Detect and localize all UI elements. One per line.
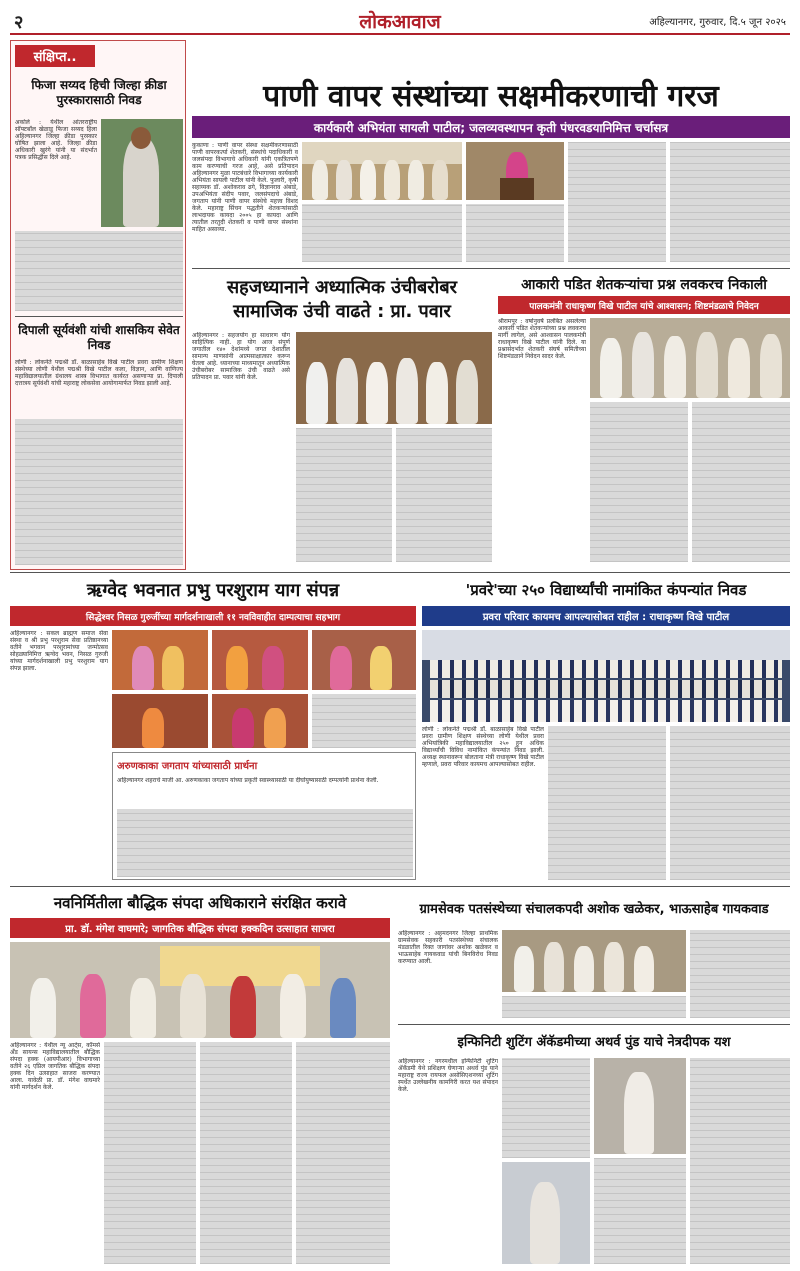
main-body-col5 xyxy=(670,142,790,262)
story3-photo xyxy=(590,318,790,398)
story4-photo-5 xyxy=(212,694,308,748)
story6-photo xyxy=(10,942,390,1038)
story8-body: अहिल्यानगर : नगरमधील इन्फिनिटी शुटिंग ॲकॅडमी येथे प्रशिक्षण घेणाऱ्या अथर्व पुंड याने महाराष्ट्र राज्य रायफल असोसिएशनच्या शुटिंग स्पर्धेत उल्लेखनीय कामगिरी करत यश संपादन केले. xyxy=(398,1058,498,1093)
story4-subhead: सिद्धेश्वर निसळ गुरुजींच्या मार्गदर्शनाखाली ११ नवविवाहीत दाम्पत्याचा सहभाग xyxy=(10,606,416,626)
brief-item2-title: दिपाली सूर्यवंशी यांची शासकिय सेवेत निवड xyxy=(18,323,180,352)
main-body-col3 xyxy=(466,204,564,262)
story3-body-cont1 xyxy=(590,402,688,562)
date-line: अहिल्यानगर, गुरुवार, दि.५ जून २०२५ xyxy=(649,17,786,28)
main-photo xyxy=(302,142,462,200)
brief-item1-body: अकोले : येथील आंतरराष्ट्रीय सॉफ्टबॉल खेळाडू फिजा सय्यद हिला अहिल्यानगर जिल्हा क्रीडा पुरस्कार घोषित झाला आहे. जिल्हा क्रीडा अधिकारी खुरंगे यांनी या संदर्भात पत्रक प्रसिद्धीस दिले आहे. xyxy=(15,119,97,161)
story5-body-cont1 xyxy=(548,726,666,880)
story5-body-cont2 xyxy=(670,726,790,880)
story6-headline: नवनिर्मितीला बौद्धिक संपदा अधिकाराने संरक्षित करावे xyxy=(53,894,347,912)
story8-headline: इन्फिनिटी शुटिंग ॲकॅडमीच्या अथर्व पुंड याचे नेत्रदीपक यश xyxy=(457,1035,731,1050)
story5-subhead: प्रवरा परिवार कायमच आपल्यासोबत राहील : राधाकृष्ण विखे पाटील xyxy=(422,606,790,626)
story8-photo-1 xyxy=(502,1162,590,1264)
main-subhead: कार्यकारी अभियंता सायली पाटील; जलव्यवस्थापन कृती पंधरवडयानिमित्त चर्चासत्र xyxy=(192,116,790,138)
story8-body-cont1 xyxy=(502,1058,590,1158)
masthead-rule xyxy=(10,33,790,35)
story3-headline: आकारी पडित शेतकऱ्यांचा प्रश्न लवकरच निकाली xyxy=(521,276,767,293)
story4-body-cont xyxy=(312,694,416,748)
story2-body-cont2 xyxy=(396,428,492,562)
story4-boxout xyxy=(112,752,416,880)
brief-item2-continued xyxy=(15,419,183,565)
main-photo-speaker xyxy=(466,142,564,200)
main-body-col1: कुकाणा : पाणी वापर संस्था सक्षमीकरणासाठी पाणी वापरकर्त्या शेतकरी, संस्थांचे पदाधिकारी व जलसंपदा विभागाचे अधिकारी यांनी एकत्रितपणे काम करण्याची गरज आहे, असे प्रतिपादन अहिल्यानगर मुळा पाटबंधारे विभागाच्या कार्यकारी अभियंता सायली पाटील यांनी केले. फुलारी, कृषी सहाय्यक डॉ. अशोकराव ढगे, विज्ञानराव अंबाडे, उपअभियंता संदीप पवार, जलसंपदाचे अंबाडे, जगताप यांनी पाणी वापर संस्थेचे महत्त्व विशद केले. महाराष्ट्र सिंचन पद्धतीने शेतकऱ्यांसाठी लाभदायक कायदा २००५ हा कायदा आणि त्यातील तरतुदी शेतकरी व पाणी वापर संस्थांना माहित असाव्या. xyxy=(192,142,298,233)
story7-headline: ग्रामसेवक पतसंस्थेच्या संचालकपदी अशोक खळेकर, भाऊसाहेब गायकवाड xyxy=(419,902,769,917)
story8-body-cont2 xyxy=(594,1158,686,1264)
story6-body: अहिल्यानगर : येथील न्यू आर्ट्स, कॉमर्स अँड सायन्स महाविद्यालयातील बौद्धिक संपदा हक्क (आयपीआर) विभागाच्या वतीने २६ एप्रिल जागतिक बौद्धिक संपदा हक्क दिन उत्साहात साजरा करण्यात आला. यावेळी प्रा. डॉ. मंगेश वाघमारे यांनी मार्गदर्शन केले. xyxy=(10,1042,100,1091)
brief-item2-body: लोणी : लोकनेते पद्मश्री डॉ. बाळासाहेब विखे पाटील प्रवरा ग्रामीण शिक्षण संस्थेच्या लोणी येथील पद्मश्री विखे पाटील कला, विज्ञान, आणि वाणिज्य महाविद्यालयातील ग्रंथालय शास्त्र विभागात कार्यरत असणाऱ्या प्रा. दिपाली दत्तात्रय सूर्यवंशी यांची महाराष्ट्र लोकसेवा आयोगामार्फत निवड झाली आहे. xyxy=(15,359,183,387)
brief-column xyxy=(10,40,186,570)
story6-body-cont1 xyxy=(104,1042,196,1264)
story2-body: अहिल्यानगर : सहजयोग हा साधारण योग साहित्यिक नाही. हा योग आज संपूर्ण जगातील १४० देशांमध्ये जगत देशातील सामान्य माणसांनी आत्मसाक्षात्कार करून घेतला आहे. ध्यानाच्या माध्यमातून अध्यात्मिक उंचीबरोबर सामाजिक उंची वाढते असे प्रतिपादन प्रा. पवार यांनी केले. xyxy=(192,332,290,381)
brief-item1-title: फिजा सय्यद हिची जिल्हा क्रीडा पुरस्कारासाठी निवड xyxy=(31,78,167,107)
story2-photo xyxy=(296,332,492,424)
brief-item1-photo xyxy=(101,119,183,227)
main-headline: पाणी वापर संस्थांच्या सक्षमीकरणाची गरज xyxy=(263,78,719,114)
brief-label: संक्षिप्त.. xyxy=(15,45,95,67)
story4-box-body: अहिल्यानगर शहराचे माजी आ. अरुणकाका जगताप यांच्या प्रकृती स्वास्थ्यासाठी या दीर्घायुष्यासाठी दम्पत्यांनी प्रार्थना केली. xyxy=(117,777,379,784)
story3-body-cont2 xyxy=(692,402,790,562)
divider-row3 xyxy=(10,886,790,887)
story2-headline: सहजध्यानाने अध्यात्मिक उंचीबरोबर सामाजिक उंची वाढते : प्रा. पवार xyxy=(227,277,457,322)
story2-body-cont1 xyxy=(296,428,392,562)
brief-divider xyxy=(15,316,183,317)
story4-photo-3 xyxy=(312,630,416,690)
divider-row4 xyxy=(398,1024,790,1025)
story6-body-cont2 xyxy=(200,1042,292,1264)
story8-body-cont3 xyxy=(690,1058,790,1264)
story3-body: श्रीरामपूर : वर्षानुवर्षे प्रलंबित असलेल्या आकारी पडित शेतकऱ्यांच्या प्रश्न लवकरच मार्गी लागेल, असे आश्वासन पालकमंत्री राधाकृष्ण विखे पाटील यांनी दिले. या प्रश्नासंदर्भात शेतकरी संघर्ष समितीच्या शिष्टमंडळाने निवेदन सादर केले. xyxy=(498,318,586,360)
divider-row1 xyxy=(192,268,790,269)
story7-photo xyxy=(502,930,686,992)
story7-body: अहिल्यानगर : अहमदनगर जिल्हा प्राथमिक ग्रामसेवक सहकारी पतसंस्थेच्या संचालक मंडळातील रिक्त जागांवर अशोक खळेकर व भाऊसाहेब गायकवाड यांची बिनविरोध निवड करण्यात आली. xyxy=(398,930,498,965)
story4-photo-1 xyxy=(112,630,208,690)
story4-photo-2 xyxy=(212,630,308,690)
story5-body: लोणी : लोकनेते पद्मश्री डॉ. बाळासाहेब विखे पाटील प्रवरा ग्रामीण शिक्षण संस्थेच्या लोणी येथील प्रवरा अभियांत्रिकी महाविद्यालयातील २५० हून अधिक विद्यार्थ्यांची विविध नामांकित कंपन्यांत निवड झाली. अध्यक्ष स्थानावरून बोलताना मंत्री राधाकृष्ण विखे पाटील म्हणाले, प्रवरा परिवार कायमच आपल्यासोबत राहील. xyxy=(422,726,544,768)
story4-box-title: अरुणकाका जगताप यांच्यासाठी प्रार्थना xyxy=(117,761,258,772)
story5-photo xyxy=(422,630,790,722)
story6-subhead: प्रा. डॉ. मंगेश वाघमारे; जागतिक बौद्धिक संपदा हक्कदिन उत्साहात साजरा xyxy=(10,918,390,938)
story4-photo-4 xyxy=(112,694,208,748)
paper-name: लोकआवाज xyxy=(359,11,441,33)
masthead xyxy=(10,6,790,34)
main-body-col2 xyxy=(302,204,462,262)
story3-subhead: पालकमंत्री राधाकृष्ण विखे पाटील यांचे आश्वासन; शिष्टमंडळाचे निवेदन xyxy=(498,296,790,314)
main-body-col4 xyxy=(568,142,666,262)
story7-body-cont1 xyxy=(502,996,686,1018)
story5-headline: 'प्रवरे'च्या २५० विद्यार्थ्यांची नामांकित कंपन्यांत निवड xyxy=(465,581,747,599)
story4-body: अहिल्यानगर : सकल ब्राह्मण समाज सेवा संस्था व श्री प्रभु परशुराम सेवा प्रतिष्ठानच्या वतीने भगवान परशुरामांच्या जन्मोत्सव सोहळ्यानिमित्त ऋग्वेद भवन, निसळ गुरुजी यांच्या मार्गदर्शनाखाली प्रभु परशुराम याग संपन्न झाला. xyxy=(10,630,108,672)
story4-box-cont xyxy=(117,809,413,877)
story4-headline: ऋग्वेद भवनात प्रभु परशुराम याग संपन्न xyxy=(86,580,340,601)
divider-row2 xyxy=(10,572,790,573)
story6-body-cont3 xyxy=(296,1042,390,1264)
story7-body-cont2 xyxy=(690,930,790,1018)
brief-item1-continued xyxy=(15,231,183,311)
story8-photo-2 xyxy=(594,1058,686,1154)
page-number: २ xyxy=(14,12,24,33)
